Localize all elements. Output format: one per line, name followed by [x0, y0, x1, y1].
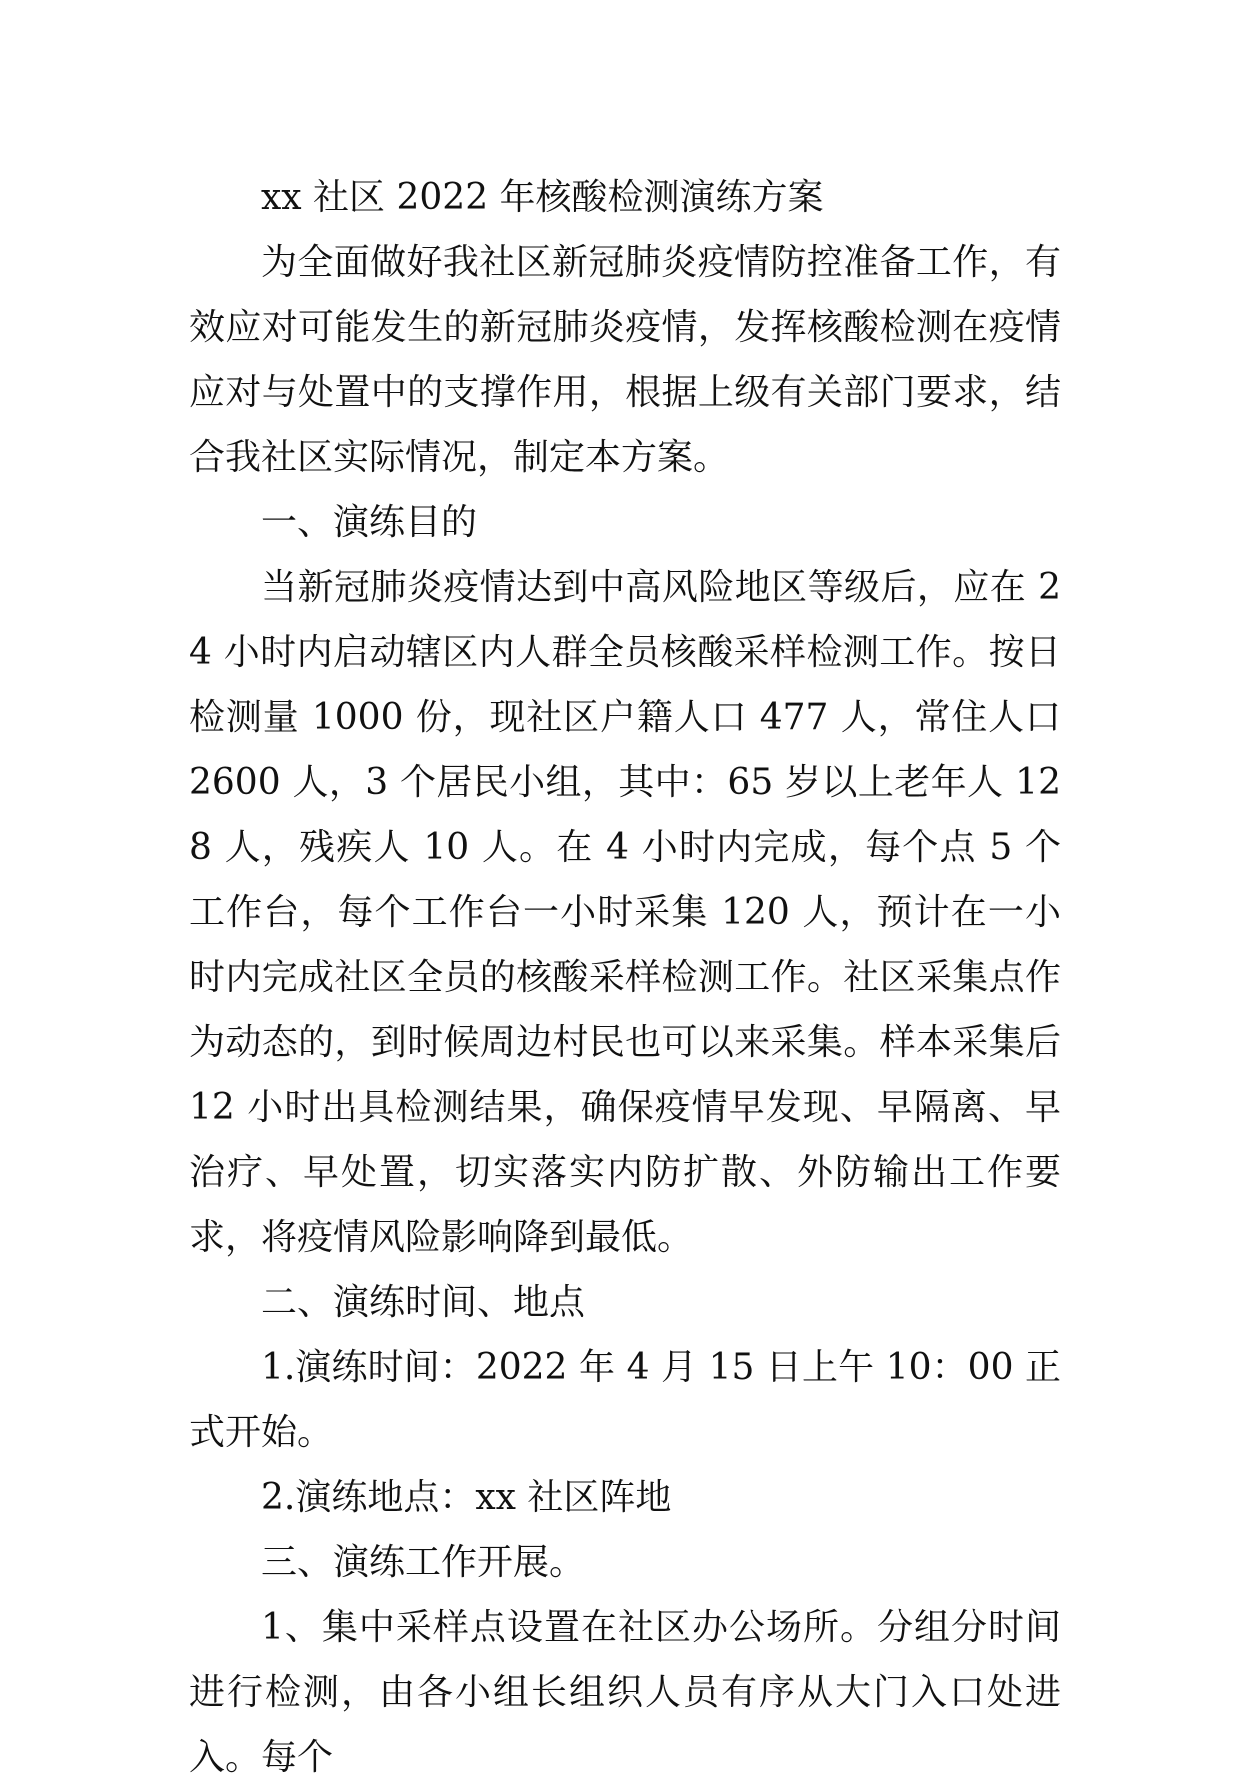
document-title: xx 社区 2022 年核酸检测演练方案 [261, 177, 824, 218]
paragraph-intro: 为全面做好我社区新冠肺炎疫情防控准备工作，有效应对可能发生的新冠肺炎疫情，发挥核酸检测在疫情应对与处置中的支撑作用，根据上级有关部门要求，结合我社区实际情况，制定本方案。 [189, 242, 1061, 478]
document-body [189, 165, 1061, 1790]
section-heading-3: 三、演练工作开展。 [261, 1542, 586, 1583]
section-heading-1: 一、演练目的 [261, 502, 478, 543]
paragraph-purpose: 当新冠肺炎疫情达到中高风险地区等级后，应在 24 小时内启动辖区内人群全员核酸采样检测工作。按日检测量 1000 份，现社区户籍人口 477 人，常住人口 2600 人，3 个居民小组，其中：65 岁以上老年人 128 人，残疾人 10 人。在 4 小时内完成，每个点 5 个工作台，每个工作台一小时采集 120 人，预计在一小时内完成社区全员的核酸采样检测工作。社区采集点作为动态的，到时候周边村民也可以来采集。样本采集后 12 小时出具检测结果，确保疫情早发现、早隔离、早治疗、早处置，切实落实内防扩散、外防输出工作要求，将疫情风险影响降到最低。 [189, 567, 1061, 1258]
paragraph-time: 1.演练时间：2022 年 4 月 15 日上午 10：00 正式开始。 [189, 1347, 1061, 1453]
section-heading-2: 二、演练时间、地点 [261, 1282, 586, 1323]
paragraph-sampling: 1、集中采样点设置在社区办公场所。分组分时间进行检测，由各小组长组织人员有序从大门入口处进入。每个 [189, 1607, 1061, 1778]
paragraph-location: 2.演练地点：xx 社区阵地 [261, 1477, 672, 1518]
